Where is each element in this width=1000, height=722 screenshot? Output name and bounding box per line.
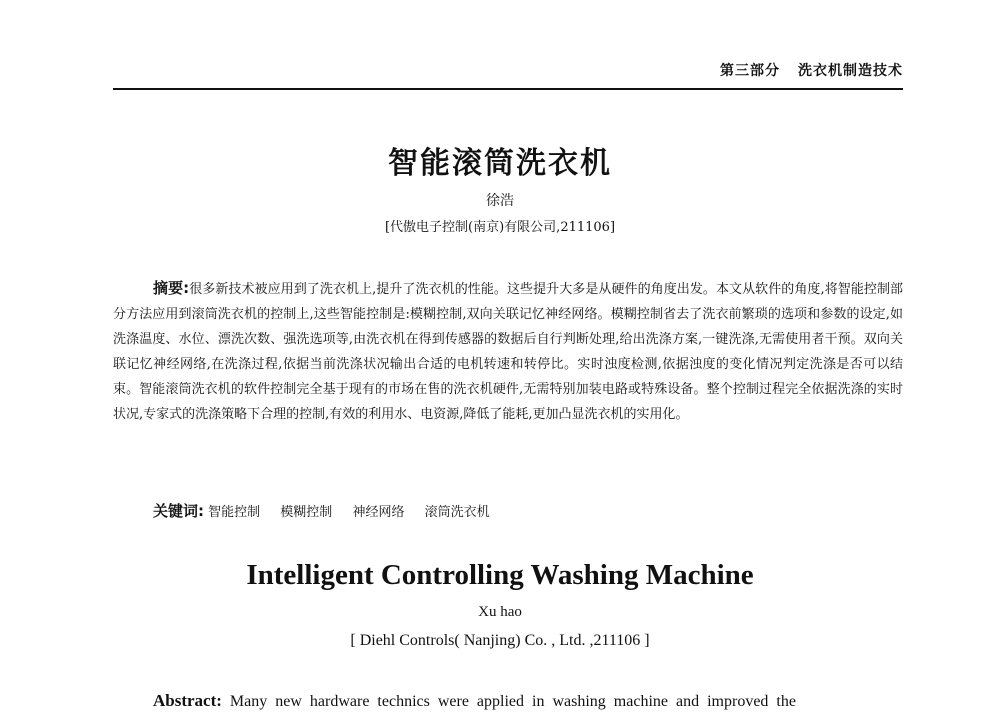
- en-author: Xu hao: [478, 604, 522, 620]
- en-abstract-text: Many new hardware technics were applied in washing machine and improved the: [229, 693, 796, 710]
- en-affiliation: [ Diehl Controls( Nanjing) Co. , Ltd. ,211106 ]: [350, 632, 650, 649]
- header-rule: [113, 88, 903, 90]
- cn-keywords-label: 关键词:: [153, 502, 204, 520]
- section-label: 第三部分: [720, 63, 780, 79]
- keyword: 滚筒洗衣机: [424, 505, 490, 520]
- en-abstract: [153, 691, 903, 711]
- keyword: 模糊控制: [280, 505, 333, 520]
- cn-author: 徐浩: [486, 193, 514, 209]
- en-title: Intelligent Controlling Washing Machine: [246, 559, 754, 591]
- cn-title: 智能滚筒洗衣机: [388, 146, 612, 181]
- keyword: 神经网络: [352, 505, 405, 520]
- running-head: [720, 60, 903, 80]
- cn-keywords: [153, 500, 506, 521]
- cn-abstract-text: 很多新技术被应用到了洗衣机上,提升了洗衣机的性能。这些提升大多是从硬件的角度出发。本文从软件的角度,将智能控制部分方法应用到滚筒洗衣机的控制上,这些智能控制是:模糊控制,双向关联记忆神经网络。模糊控制省去了洗衣前繁琐的选项和参数的设定,如洗涤温度、水位、漂洗次数、强洗选项等,由洗衣机在得到传感器的数据后自行判断处理,给出洗涤方案,一键洗涤,无需使用者干预。双向关联记忆神经网络,在洗涤过程,依据当前洗涤状况输出合适的电机转速和转停比。实时浊度检测,依据浊度的变化情况判定洗涤是否可以结束。智能滚筒洗衣机的软件控制完全基于现有的市场在售的洗衣机硬件,无需特别加装电路或特殊设备。整个控制过程完全依据洗涤的实时状况,专家式的洗涤策略下合理的控制,有效的利用水、电资源,降低了能耗,更加凸显洗衣机的实用化。: [113, 282, 904, 422]
- keyword: 智能控制: [208, 505, 261, 520]
- cn-affiliation: [代傲电子控制(南京)有限公司,211106]: [384, 220, 616, 235]
- cn-abstract: [113, 276, 903, 427]
- cn-abstract-label: 摘要:: [153, 279, 190, 297]
- en-abstract-label: Abstract:: [153, 691, 222, 710]
- topic-label: 洗衣机制造技术: [798, 63, 903, 79]
